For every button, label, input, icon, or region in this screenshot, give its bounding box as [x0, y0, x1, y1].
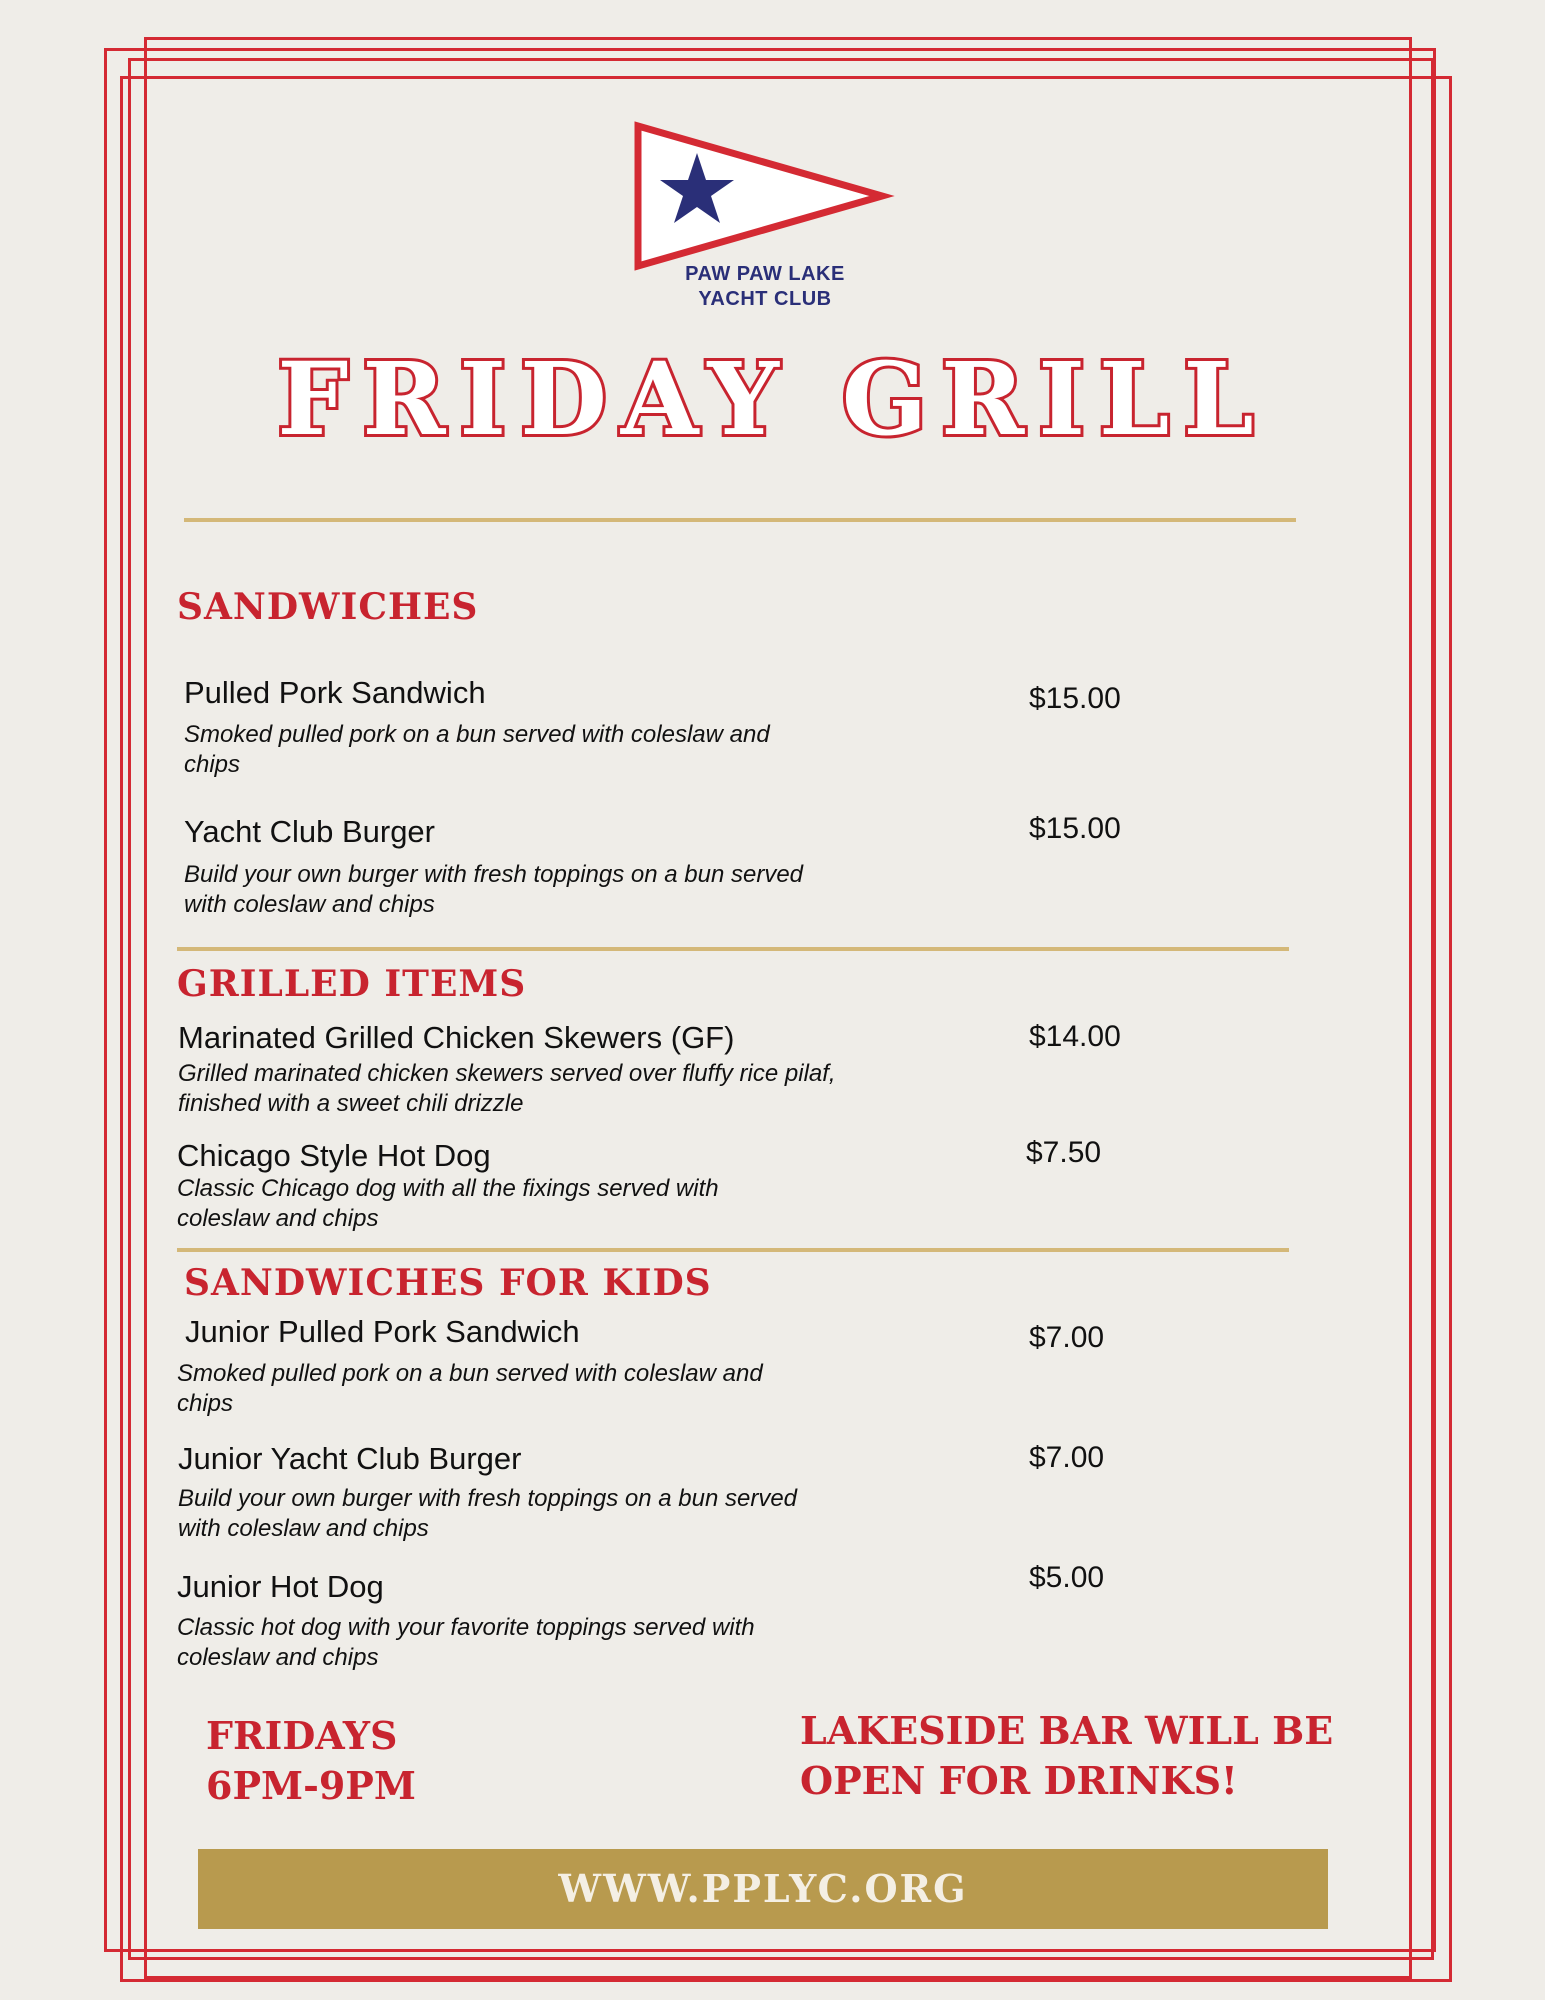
- item-price-chicago-hot-dog: $7.50: [1026, 1136, 1102, 1169]
- page-title: [0, 340, 1545, 458]
- footer-bar-notice-line1: LAKESIDE BAR WILL BE: [800, 1708, 1334, 1753]
- item-desc-junior-hot-dog-line1: Classic hot dog with your favorite toppings served with: [177, 1614, 755, 1641]
- item-name-junior-burger: Junior Yacht Club Burger: [178, 1441, 522, 1476]
- footer-bar-notice-line2: OPEN FOR DRINKS!: [800, 1758, 1238, 1803]
- item-price-yacht-club-burger: $15.00: [1029, 812, 1121, 845]
- club-name-line1: PAW PAW LAKE: [685, 263, 845, 285]
- website-url-bar[interactable]: [198, 1849, 1328, 1929]
- item-name-junior-hot-dog: Junior Hot Dog: [177, 1569, 384, 1604]
- item-name-chicago-hot-dog: Chicago Style Hot Dog: [177, 1138, 491, 1173]
- item-name-chicken-skewers: Marinated Grilled Chicken Skewers (GF): [178, 1020, 735, 1055]
- item-desc-junior-burger-line2: with coleslaw and chips: [178, 1515, 429, 1542]
- item-desc-pulled-pork-line1: Smoked pulled pork on a bun served with coleslaw and: [184, 721, 770, 748]
- section-heading-sandwiches: SANDWICHES: [177, 586, 479, 628]
- item-price-junior-burger: $7.00: [1029, 1441, 1105, 1474]
- page-title-text: FRIDAY GRILL: [277, 340, 1268, 458]
- footer-days: FRIDAYS: [206, 1713, 398, 1758]
- website-url[interactable]: WWW.PPLYC.ORG: [558, 1866, 968, 1911]
- item-desc-pulled-pork-line2: chips: [184, 751, 241, 778]
- club-name-line2: YACHT CLUB: [698, 288, 832, 310]
- item-desc-chicken-skewers-line1: Grilled marinated chicken skewers served over fluffy rice pilaf,: [178, 1060, 836, 1087]
- item-desc-chicago-hot-dog-line2: coleslaw and chips: [177, 1205, 379, 1232]
- item-price-junior-hot-dog: $5.00: [1029, 1561, 1105, 1594]
- item-name-yacht-club-burger: Yacht Club Burger: [184, 814, 435, 849]
- item-name-junior-pulled-pork: Junior Pulled Pork Sandwich: [185, 1314, 580, 1349]
- item-desc-yacht-club-burger-line1: Build your own burger with fresh toppings on a bun served: [184, 861, 804, 888]
- footer-hours: 6PM-9PM: [206, 1763, 416, 1808]
- item-desc-junior-burger-line1: Build your own burger with fresh toppings on a bun served: [178, 1485, 798, 1512]
- divider-grilled: [177, 947, 1289, 951]
- item-desc-junior-pulled-pork-line2: chips: [177, 1390, 234, 1417]
- item-desc-junior-hot-dog-line2: coleslaw and chips: [177, 1644, 379, 1671]
- item-desc-chicken-skewers-line2: finished with a sweet chili drizzle: [178, 1090, 524, 1117]
- item-desc-chicago-hot-dog-line1: Classic Chicago dog with all the fixings served with: [177, 1175, 719, 1202]
- divider-top: [184, 518, 1296, 522]
- item-name-pulled-pork: Pulled Pork Sandwich: [184, 675, 486, 710]
- divider-kids: [177, 1248, 1289, 1252]
- item-price-pulled-pork: $15.00: [1029, 682, 1121, 715]
- item-price-junior-pulled-pork: $7.00: [1029, 1321, 1105, 1354]
- section-heading-grilled-items: GRILLED ITEMS: [177, 963, 527, 1005]
- yacht-club-pennant-logo: [630, 118, 900, 278]
- item-price-chicken-skewers: $14.00: [1029, 1020, 1121, 1053]
- section-heading-kids: SANDWICHES FOR KIDS: [184, 1262, 712, 1304]
- item-desc-yacht-club-burger-line2: with coleslaw and chips: [184, 891, 435, 918]
- item-desc-junior-pulled-pork-line1: Smoked pulled pork on a bun served with coleslaw and: [177, 1360, 763, 1387]
